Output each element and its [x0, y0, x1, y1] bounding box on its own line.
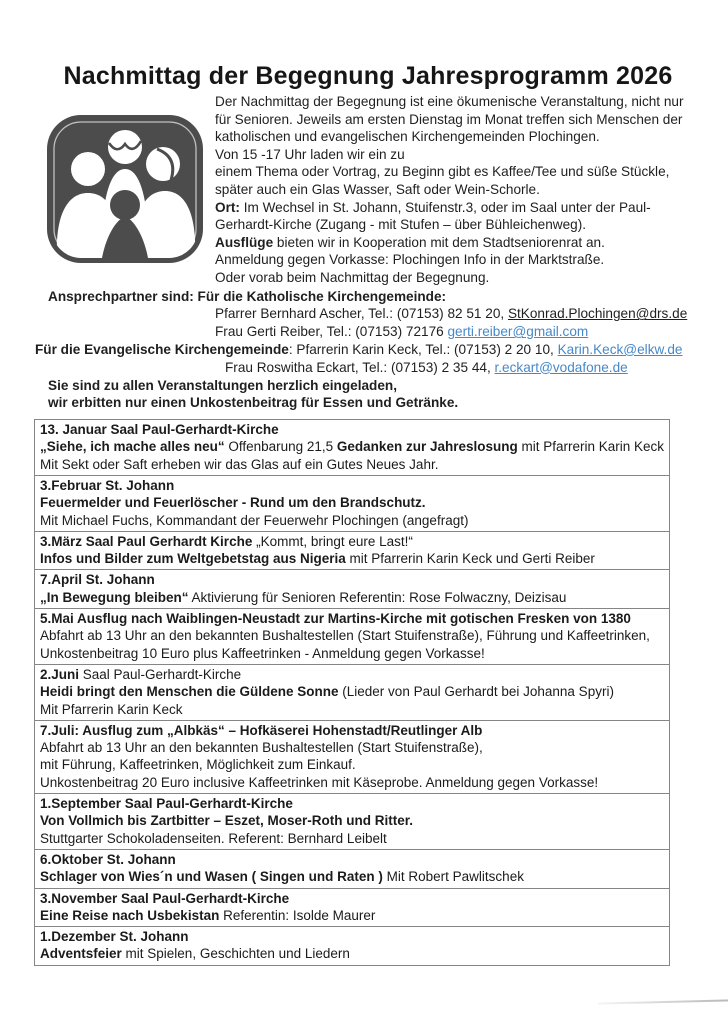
text-segment: Adventsfeier	[40, 946, 122, 962]
schedule-row	[35, 849, 670, 888]
text-segment: Mit Pfarrerin Karin Keck	[40, 701, 183, 717]
email-link[interactable]: gerti.reiber@gmail.com	[447, 324, 589, 340]
schedule-line	[40, 683, 665, 700]
text-segment: Referentin: Isolde Maurer	[219, 907, 376, 923]
text-segment: Der Nachmittag der Begegnung ist eine ökumenische Veranstaltung, nicht nur	[215, 94, 684, 109]
text-segment: katholischen und evangelischen Kirchengemeinden Plochingen.	[215, 129, 600, 145]
schedule-line	[40, 928, 665, 945]
schedule-line	[40, 421, 665, 438]
schedule-line	[40, 890, 665, 907]
text-segment: Mit Michael Fuchs, Kommandant der Feuerwehr Plochingen (angefragt)	[40, 512, 469, 528]
text-segment: 2.Juni	[40, 666, 80, 682]
schedule-line	[40, 907, 665, 924]
intro-line	[215, 216, 702, 234]
text-segment: mit Pfarrerin Karin Keck und Gerti Reiber	[345, 551, 595, 567]
schedule-cell	[35, 570, 670, 609]
schedule-line	[40, 477, 665, 494]
schedule-line	[40, 512, 665, 529]
text-segment: Ort:	[215, 199, 240, 215]
schedule-line	[40, 627, 665, 644]
text-segment: Sie sind zu allen Veranstaltungen herzlich eingeladen,	[48, 377, 397, 393]
email-link[interactable]: Karin.Keck@elkw.de	[557, 341, 683, 357]
schedule-line	[40, 868, 665, 885]
text-segment: mit Pfarrerin Karin Keck	[517, 439, 665, 455]
text-segment: (Lieder von Paul Gerhardt bei Johanna Spyri)	[338, 684, 614, 700]
text-segment: 3.Februar St. Johann	[40, 478, 175, 493]
text-segment: mit Spielen, Geschichten und Liedern	[121, 946, 350, 962]
text-segment: : Pfarrerin Karin Keck, Tel.: (07153) 2 20 10,	[288, 341, 558, 357]
text-segment: Ansprechpartner sind: Für die Katholische Kirchengemeinde:	[48, 288, 447, 304]
text-segment: 7.Juli: Ausflug zum „Albkäs“ – Hofkäserei Hohenstadt/Reutlinger Alb	[40, 722, 483, 738]
family-icon	[45, 113, 205, 265]
intro-line	[215, 251, 702, 269]
text-segment: mit Führung, Kaffeetrinken, Möglichkeit zum Einkauf.	[40, 757, 356, 773]
text-segment: Feuermelder und Feuerlöscher - Rund um den Brandschutz.	[40, 495, 426, 511]
schedule-cell	[35, 476, 670, 532]
schedule-cell	[35, 794, 670, 850]
contact-line	[48, 377, 702, 395]
schedule-line	[40, 812, 665, 829]
text-segment: Abfahrt ab 13 Uhr an den bekannten Bushaltestellen (Start Stuifenstraße), Führung und Kaffeetrinken,	[40, 628, 650, 644]
text-segment: Von Vollmich bis Zartbitter – Eszet, Moser-Roth und Ritter.	[40, 813, 414, 829]
schedule-line	[40, 722, 665, 739]
text-segment: Saal Paul-Gerhardt-Kirche	[79, 666, 242, 682]
contact-line	[48, 394, 702, 412]
text-segment: wir erbitten nur einen Unkostenbeitrag für Essen und Getränke.	[48, 395, 459, 411]
intro-line	[215, 146, 702, 164]
text-segment: Frau Gerti Reiber, Tel.: (07153) 72176	[215, 324, 448, 340]
intro-paragraph	[215, 93, 702, 287]
text-segment: 3.November Saal Paul-Gerhardt-Kirche	[40, 890, 290, 906]
schedule-line	[40, 666, 665, 683]
text-segment: Oder vorab beim Nachmittag der Begegnung.	[215, 269, 490, 285]
text-segment: 7.April St. Johann	[40, 572, 155, 588]
schedule-table	[34, 419, 670, 966]
schedule-cell	[35, 888, 670, 927]
text-segment: Ausflüge	[215, 234, 274, 250]
schedule-line	[40, 851, 665, 868]
schedule-row	[35, 664, 670, 720]
text-segment: später auch ein Glas Wasser, Saft oder Wein-Schorle.	[215, 181, 540, 197]
text-segment: einem Thema oder Vortrag, zu Beginn gibt es Kaffee/Tee und süße Stückle,	[215, 164, 670, 180]
schedule-row	[35, 609, 670, 665]
intro-line	[215, 111, 702, 129]
text-segment: Für die Evangelische Kirchengemeinde	[35, 341, 289, 357]
text-segment: Mit Sekt oder Saft erheben wir das Glas auf ein Gutes Neues Jahr.	[40, 456, 439, 472]
schedule-row	[35, 476, 670, 532]
schedule-line	[40, 589, 665, 606]
text-segment: Gerhardt-Kirche (Zugang - mit Stufen – über Bühleichenweg).	[215, 217, 586, 233]
schedule-line	[40, 571, 665, 588]
page-title: Nachmittag der Begegnung Jahresprogramm 2026	[63, 62, 673, 90]
intro-line	[215, 181, 702, 199]
text-segment: Mit Robert Pawlitschek	[382, 869, 524, 885]
intro-section	[34, 93, 702, 287]
intro-line	[215, 269, 702, 287]
schedule-line	[40, 830, 665, 847]
schedule-line	[40, 795, 665, 812]
text-segment: Von 15 -17 Uhr laden wir ein zu	[215, 146, 405, 162]
text-segment: „Kommt, bringt eure Last!“	[256, 533, 413, 549]
intro-line	[215, 163, 702, 181]
text-segment: Frau Roswitha Eckart, Tel.: (07153) 2 35 44,	[225, 359, 495, 375]
schedule-row	[35, 888, 670, 927]
schedule-line	[40, 550, 665, 567]
schedule-cell	[35, 420, 670, 476]
intro-line	[215, 93, 702, 111]
schedule-line	[40, 756, 665, 773]
text-segment: Unkostenbeitrag 10 Euro plus Kaffeetrinken - Anmeldung gegen Vorkasse!	[40, 645, 485, 661]
schedule-cell	[35, 927, 670, 966]
schedule-line	[40, 774, 665, 791]
schedule-cell	[35, 531, 670, 570]
contact-line	[225, 359, 702, 377]
text-segment: 6.Oktober St. Johann	[40, 851, 176, 867]
text-segment: Schlager von Wies´n und Wasen ( Singen und Raten )	[40, 869, 383, 885]
text-segment: Aktivierung für Senioren Referentin: Rose Folwaczny, Deizisau	[188, 589, 567, 605]
schedule-cell	[35, 664, 670, 720]
intro-line	[215, 199, 702, 217]
schedule-line	[40, 945, 665, 962]
schedule-row	[35, 794, 670, 850]
schedule-line	[40, 533, 665, 550]
text-segment: Im Wechsel in St. Johann, Stuifenstr.3, oder im Saal unter der Paul-	[239, 199, 651, 215]
email-link[interactable]: r.eckart@vodafone.de	[494, 359, 628, 375]
text-segment: 5.Mai Ausflug nach Waiblingen-Neustadt zur Martins-Kirche mit gotischen Fresken von 1380	[40, 611, 631, 627]
text-segment: „Siehe, ich mache alles neu“	[40, 439, 225, 455]
schedule-line	[40, 645, 665, 662]
schedule-row	[35, 531, 670, 570]
contact-block	[34, 288, 702, 413]
text-segment: 1.Dezember St. Johann	[40, 929, 189, 945]
contact-line	[215, 305, 702, 323]
text-segment: Stuttgarter Schokoladenseiten. Referent: Bernhard Leibelt	[40, 830, 387, 846]
schedule-cell	[35, 720, 670, 793]
contact-line	[35, 341, 702, 359]
intro-line	[215, 234, 702, 252]
schedule-cell	[35, 849, 670, 888]
text-segment: für Senioren. Jeweils am ersten Dienstag im Monat treffen sich Menschen der	[215, 111, 683, 127]
contact-line	[215, 323, 702, 341]
text-segment: 3.März Saal Paul Gerhardt Kirche	[40, 533, 257, 549]
schedule-cell	[35, 609, 670, 665]
schedule-line	[40, 494, 665, 511]
email-link[interactable]: StKonrad.Plochingen@drs.de	[507, 306, 688, 322]
text-segment: Pfarrer Bernhard Ascher, Tel.: (07153) 82 51 20,	[215, 306, 508, 322]
text-segment: Heidi bringt den Menschen die Güldene Sonne	[40, 684, 339, 700]
intro-line	[215, 128, 702, 146]
schedule-row	[35, 720, 670, 793]
text-segment: Abfahrt ab 13 Uhr an den bekannten Bushaltestellen (Start Stuifenstraße),	[40, 740, 483, 756]
text-segment: Eine Reise nach Usbekistan	[40, 907, 220, 923]
text-segment: Infos und Bilder zum Weltgebetstag aus Nigeria	[40, 551, 346, 567]
text-segment: Offenbarung 21,5	[224, 439, 337, 455]
text-segment: Unkostenbeitrag 20 Euro inclusive Kaffeetrinken mit Käseprobe. Anmeldung gegen Vorkasse!	[40, 774, 599, 790]
text-segment: Gedanken zur Jahreslosung	[336, 439, 518, 455]
text-segment: Anmeldung gegen Vorkasse: Plochingen Info in der Marktstraße.	[215, 252, 605, 268]
schedule-row	[35, 927, 670, 966]
community-logo	[45, 113, 205, 265]
schedule-row	[35, 570, 670, 609]
scan-artifact-line	[598, 999, 728, 1004]
text-segment: 1.September Saal Paul-Gerhardt-Kirche	[40, 796, 293, 812]
schedule-line	[40, 701, 665, 718]
schedule-line	[40, 438, 665, 455]
schedule-line	[40, 610, 665, 627]
text-segment: 13. Januar Saal Paul-Gerhardt-Kirche	[40, 422, 279, 438]
text-segment: bieten wir in Kooperation mit dem Stadtseniorenrat an.	[273, 234, 605, 250]
schedule-row	[35, 420, 670, 476]
contact-line	[48, 288, 702, 306]
text-segment: „In Bewegung bleiben“	[40, 589, 189, 605]
schedule-line	[40, 739, 665, 756]
schedule-line	[40, 456, 665, 473]
